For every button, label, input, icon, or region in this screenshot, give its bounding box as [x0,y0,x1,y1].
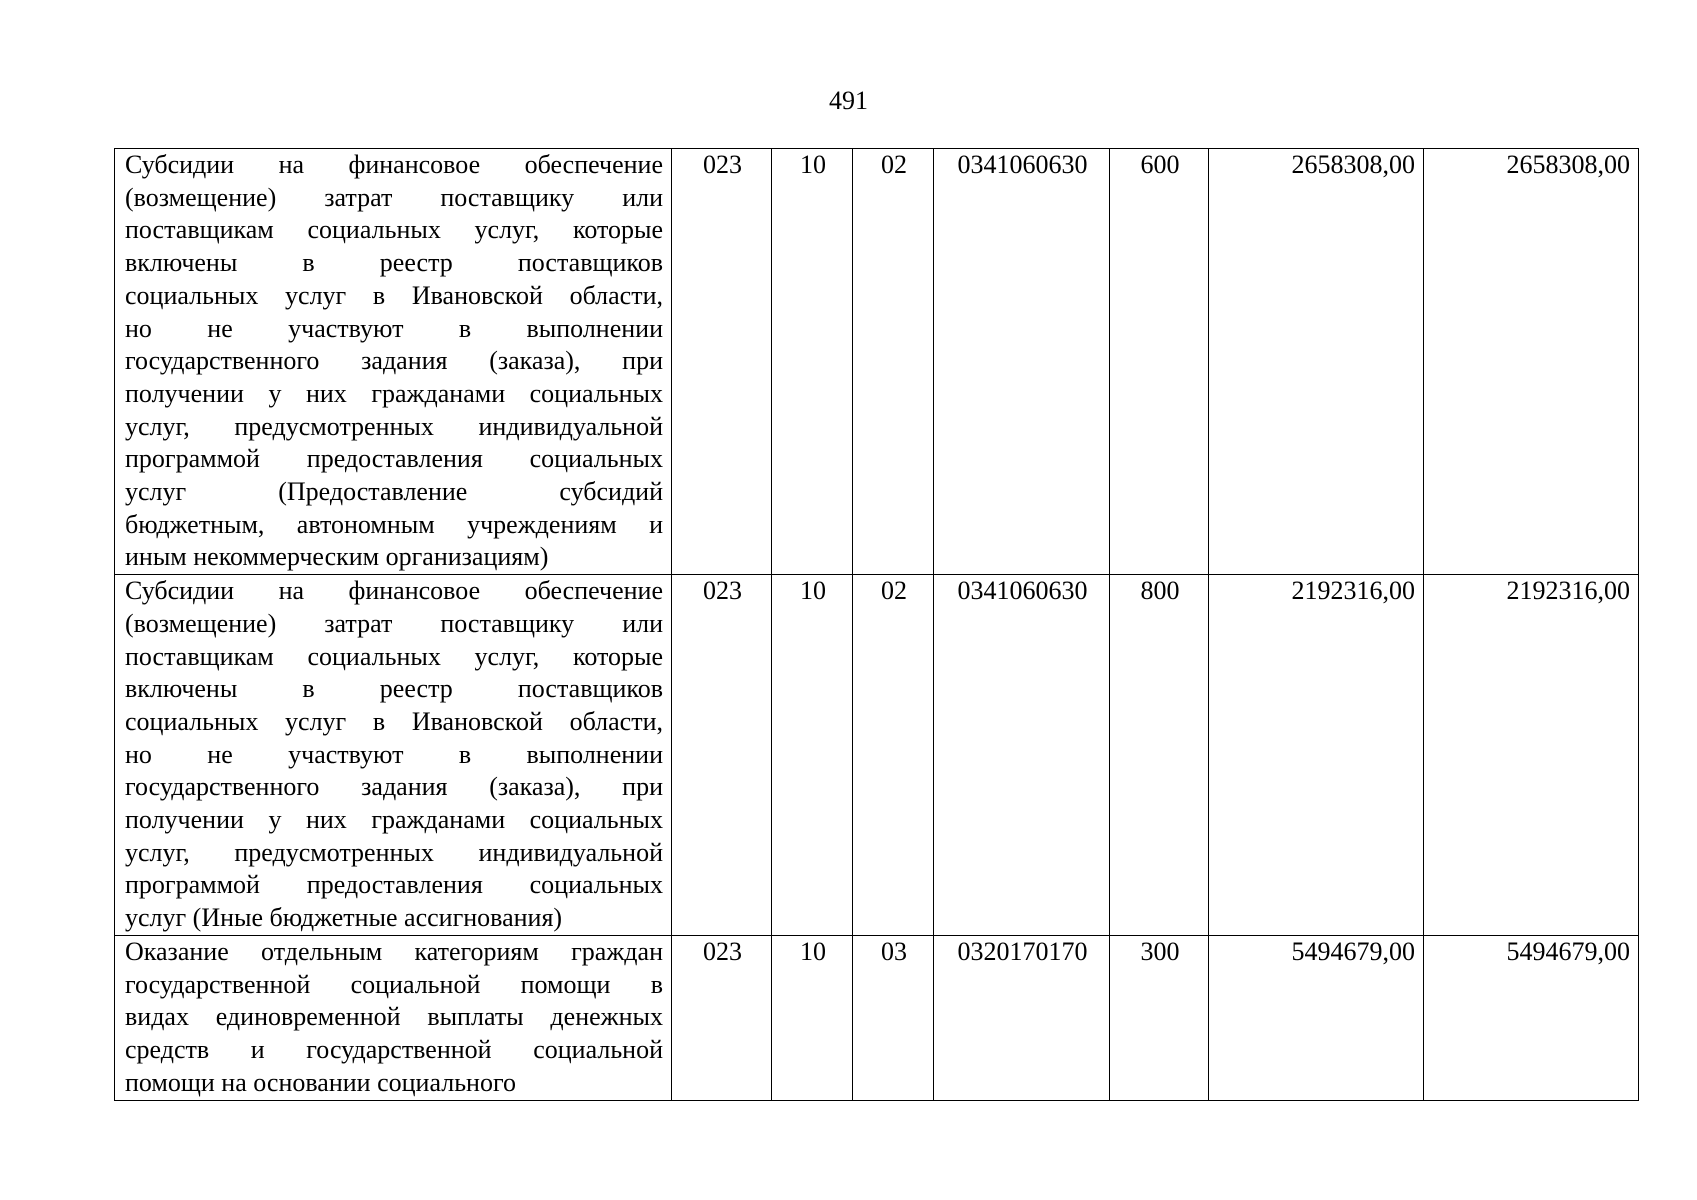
description-line: Субсидии на финансовое обеспечение [125,150,663,179]
subsection-code: 02 [853,149,934,575]
subsection-code: 03 [853,935,934,1100]
description-line: получении у них гражданами социальных [125,378,663,408]
amount-year-1: 5494679,00 [1209,935,1424,1100]
expense-type-code: 300 [1110,935,1209,1100]
description-line: программой предоставления социальных [125,870,663,900]
section-code: 10 [772,149,853,575]
description-line: средств и государственной социальной [125,1034,663,1064]
description-line: социальных услуг в Ивановской области, [125,280,663,310]
description-line: помощи на основании социального [125,1067,516,1097]
ministry-code: 023 [672,149,772,575]
ministry-code: 023 [672,575,772,936]
description-line: бюджетным, автономным учреждениям и [125,509,663,539]
amount-year-1: 2192316,00 [1209,575,1424,936]
description-line: но не участвуют в выполнении [125,739,663,769]
expense-type-code: 800 [1110,575,1209,936]
amount-year-1: 2658308,00 [1209,149,1424,575]
table-row [115,575,1639,936]
description-line: (возмещение) затрат поставщику или [125,608,663,638]
amount-year-2: 5494679,00 [1424,935,1639,1100]
description-line: услуг, предусмотренных индивидуальной [125,837,663,867]
budget-table [114,148,1639,1101]
expense-type-code: 600 [1110,149,1209,575]
description-line: но не участвуют в выполнении [125,313,663,343]
section-code: 10 [772,575,853,936]
description-line: государственной социальной помощи в [125,969,663,999]
table-row [115,149,1639,575]
subsection-code: 02 [853,575,934,936]
description-line: поставщикам социальных услуг, которые [125,215,663,245]
target-article-code: 0320170170 [934,935,1110,1100]
description-line: включены в реестр поставщиков [125,674,663,704]
description-line: Оказание отдельным категориям граждан [125,936,663,966]
table-row [115,935,1639,1100]
target-article-code: 0341060630 [934,575,1110,936]
description-line: социальных услуг в Ивановской области, [125,706,663,736]
ministry-code: 023 [672,935,772,1100]
description-line: иным некоммерческим организациям) [125,542,549,572]
description-line: (возмещение) затрат поставщику или [125,182,663,212]
description-line: государственного задания (заказа), при [125,346,663,376]
description-line: услуг (Иные бюджетные ассигнования) [125,903,563,933]
description-line: поставщикам социальных услуг, которые [125,641,663,671]
description-line: услуг, предусмотренных индивидуальной [125,411,663,441]
amount-year-2: 2192316,00 [1424,575,1639,936]
target-article-code: 0341060630 [934,149,1110,575]
row-description [115,935,672,1100]
description-line: получении у них гражданами социальных [125,805,663,835]
page-number: 491 [829,86,868,115]
row-description [115,575,672,936]
row-description [115,149,672,575]
description-line: услуг (Предоставление субсидий [125,477,663,507]
description-line: государственного задания (заказа), при [125,772,663,802]
description-line: включены в реестр поставщиков [125,248,663,278]
description-line: Субсидии на финансовое обеспечение [125,576,663,606]
description-line: видах единовременной выплаты денежных [125,1002,663,1032]
section-code: 10 [772,935,853,1100]
amount-year-2: 2658308,00 [1424,149,1639,575]
description-line: программой предоставления социальных [125,444,663,474]
